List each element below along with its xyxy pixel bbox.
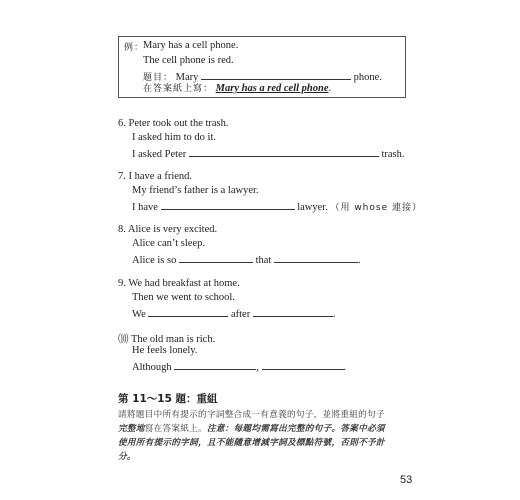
item-8-line-3 bbox=[132, 252, 361, 266]
item-8-line-1 bbox=[118, 224, 217, 235]
item-7-line-3 bbox=[132, 199, 422, 213]
page-number: 53 bbox=[400, 474, 413, 486]
item-6-line-1 bbox=[118, 118, 229, 129]
section-instruction-line-2 bbox=[118, 422, 385, 434]
item-9-line-3 bbox=[132, 306, 335, 320]
example-line-1: Mary has a cell phone. bbox=[143, 40, 239, 51]
item-10-line-3 bbox=[132, 359, 346, 373]
instruction-emphasis: 完整地 bbox=[118, 424, 145, 434]
item-prompt-start: Although bbox=[132, 362, 172, 373]
item-10-line-2: He feels lonely. bbox=[132, 345, 198, 356]
item-prompt-start: Alice is so bbox=[132, 255, 177, 266]
item-10-line-1 bbox=[118, 331, 215, 346]
answer-blank bbox=[189, 146, 379, 157]
example-prompt-label: 題目： bbox=[143, 73, 174, 83]
item-6-line-2: I asked him to do it. bbox=[132, 132, 216, 143]
item-number: 6. bbox=[118, 118, 126, 129]
item-prompt-end: . bbox=[332, 309, 336, 320]
section-instruction-line-1: 請將題目中所有提示的字詞整合成一有意義的句子，並將重組的句子 bbox=[118, 410, 385, 420]
item-prompt-end: . bbox=[357, 255, 361, 266]
item-prompt-mid: after bbox=[230, 309, 251, 320]
item-prompt-end: . bbox=[343, 362, 347, 373]
answer-blank bbox=[253, 306, 333, 317]
example-prompt-start: Mary bbox=[175, 72, 199, 83]
instruction-text: 寫在答案紙上。 bbox=[144, 424, 207, 434]
item-prompt-mid: that bbox=[255, 255, 272, 266]
item-9-line-1 bbox=[118, 278, 240, 289]
example-answer: Mary has a red cell phone bbox=[215, 83, 329, 94]
section-heading: 第 11～15 題：重組 bbox=[118, 393, 218, 405]
item-prompt-start: We bbox=[132, 309, 146, 320]
item-prompt-start: I have bbox=[132, 202, 158, 213]
section-instruction-line-3: 使用所有提示的字詞，且不能隨意增減字詞及標點符號，否則不予計 bbox=[118, 438, 385, 448]
example-prompt-end: phone. bbox=[353, 72, 382, 83]
item-7-line-1 bbox=[118, 171, 192, 182]
item-hint: （用 whose 連接） bbox=[330, 203, 422, 213]
item-prompt-mid: , bbox=[256, 362, 259, 373]
answer-blank bbox=[201, 69, 351, 80]
item-sentence: The old man is rich. bbox=[130, 334, 216, 345]
item-sentence: Alice is very excited. bbox=[127, 224, 218, 235]
item-number: ⑽ bbox=[118, 334, 129, 345]
answer-blank bbox=[148, 306, 228, 317]
example-line-2: The cell phone is red. bbox=[143, 55, 234, 66]
answer-blank bbox=[262, 359, 344, 370]
instruction-note: 注意：每題均需寫出完整的句子。答案中必須 bbox=[206, 424, 385, 434]
item-9-line-2: Then we went to school. bbox=[132, 292, 235, 303]
item-number: 8. bbox=[118, 224, 126, 235]
item-sentence: We had breakfast at home. bbox=[128, 278, 240, 289]
example-answer-row bbox=[143, 81, 331, 94]
item-7-line-2: My friend’s father is a lawyer. bbox=[132, 185, 259, 196]
answer-blank bbox=[174, 359, 256, 370]
item-sentence: Peter took out the trash. bbox=[128, 118, 229, 129]
item-prompt-start: I asked Peter bbox=[132, 149, 187, 160]
item-number: 7. bbox=[118, 171, 126, 182]
answer-blank bbox=[274, 252, 358, 263]
example-marker: 例： bbox=[124, 43, 145, 53]
answer-blank bbox=[161, 199, 295, 210]
item-number: 9. bbox=[118, 278, 126, 289]
item-6-line-3 bbox=[132, 146, 405, 160]
item-sentence: I have a friend. bbox=[128, 171, 193, 182]
answer-blank bbox=[179, 252, 253, 263]
example-answer-end: . bbox=[328, 83, 332, 94]
item-prompt-end: trash. bbox=[381, 149, 405, 160]
item-8-line-2: Alice can’t sleep. bbox=[132, 238, 205, 249]
example-answer-label: 在答案紙上寫： bbox=[143, 84, 214, 94]
item-prompt-end: lawyer. bbox=[297, 202, 328, 213]
section-instruction-line-4: 分。 bbox=[118, 452, 136, 462]
